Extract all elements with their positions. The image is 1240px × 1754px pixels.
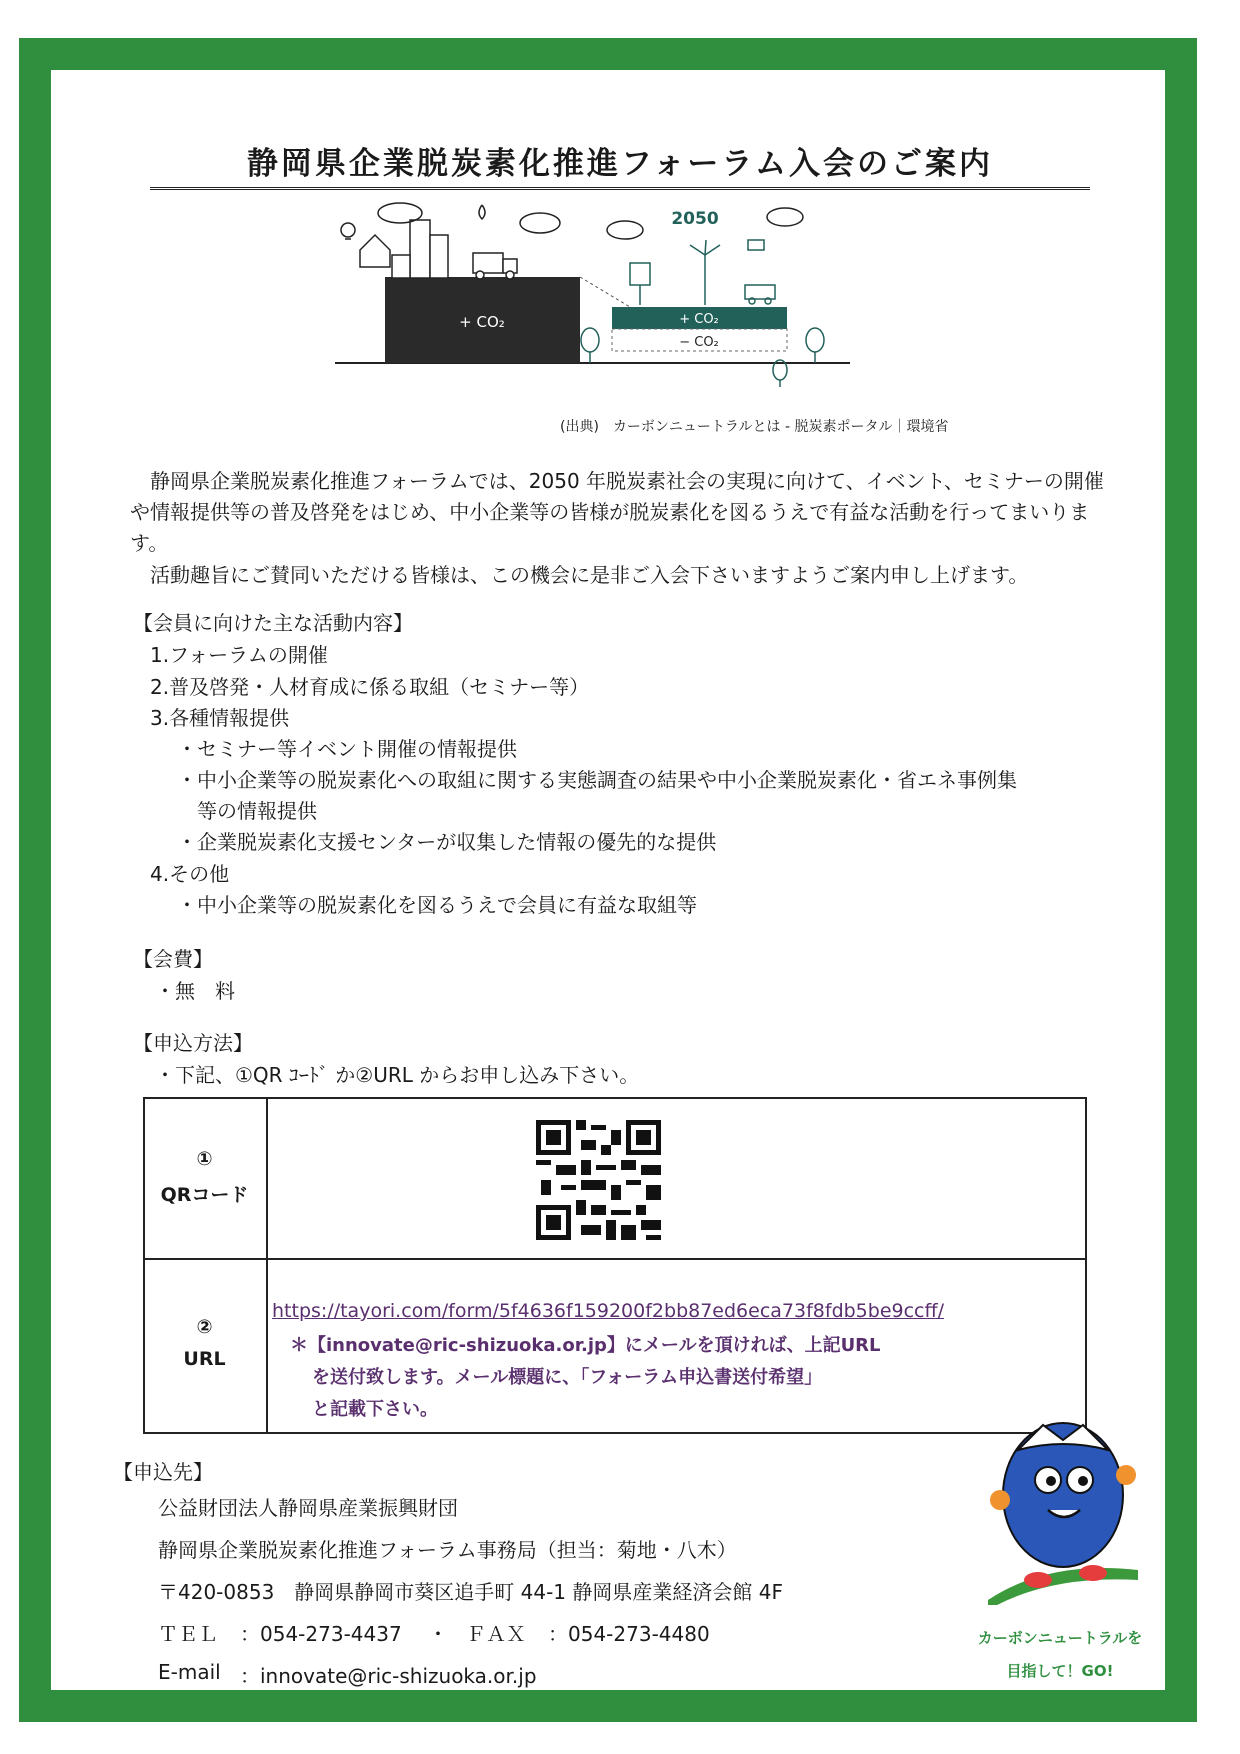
contact-heading: 【申込先】 — [113, 1460, 213, 1484]
contact-separator: ・ — [428, 1622, 448, 1646]
apply-instruction: ・下記、①QR ｺｰﾄﾞ か②URL からお申し込み下さい。 — [155, 1063, 640, 1087]
cloud-icon — [767, 208, 803, 226]
activity-item-3: 3.各種情報提供 — [150, 706, 290, 730]
connector-line — [580, 277, 630, 307]
cloud-icon — [378, 203, 422, 223]
activity-subitem: ・中小企業等の脱炭素化を図るうえで会員に有益な取組等 — [177, 893, 697, 917]
contact-fax: ：054-273-4480 — [548, 1622, 710, 1646]
co2-diagram — [330, 195, 930, 415]
qr-code[interactable] — [536, 1120, 661, 1240]
activity-subitem: ・企業脱炭素化支援センターが収集した情報の優先的な提供 — [177, 830, 717, 854]
qr-code-image — [536, 1120, 661, 1240]
qr-row-number: ① — [196, 1148, 213, 1170]
contact-fax-label: ＦＡＸ — [466, 1622, 526, 1646]
solar-panel-icon — [630, 263, 650, 305]
url-row-number: ② — [196, 1316, 213, 1338]
plus-co2-left-label: + CO₂ — [459, 313, 505, 331]
activity-item-1: 1.フォーラムの開催 — [150, 643, 328, 667]
electric-car-icon — [745, 240, 775, 304]
flame-icon — [479, 205, 485, 219]
mascot-slogan-line-1: カーボンニュートラルを — [977, 1629, 1143, 1647]
activity-subitem: ・中小企業等の脱炭素化への取組に関する実態調査の結果や中小企業脱炭素化・省エネ事例集 — [177, 768, 1017, 792]
year-label: 2050 — [671, 209, 719, 229]
mascot-illustration — [978, 1395, 1148, 1605]
buildings-icon — [392, 220, 448, 278]
table-col-divider — [266, 1097, 268, 1434]
activity-item-2: 2.普及啓発・人材育成に係る取組（セミナー等） — [150, 675, 590, 699]
email-note-line-2: を送付致します。メール標題に、「フォーラム申込書送付希望」 — [312, 1367, 823, 1388]
activity-item-4: 4.その他 — [150, 862, 230, 886]
activities-heading: 【会員に向けた主な活動内容】 — [133, 611, 413, 635]
house-icon — [360, 235, 390, 267]
truck-icon — [473, 253, 517, 279]
contact-org: 公益財団法人静岡県産業振興財団 — [158, 1496, 458, 1520]
intro-paragraph-1: 静岡県企業脱炭素化推進フォーラムでは、2050 年脱炭素社会の実現に向けて、イベント、セミナーの開催や情報提供等の普及啓発をはじめ、中小企業等の皆様が脱炭素化を図るうえで有益な活動を行ってまいります。 — [130, 469, 1104, 555]
fee-value: ・無 料 — [155, 979, 235, 1003]
wind-turbine-icon — [690, 240, 720, 305]
lightbulb-icon — [341, 223, 355, 239]
email-note-line-3: と記載下さい。 — [312, 1399, 438, 1420]
contact-tel: ：054-273-4437 — [240, 1622, 402, 1646]
contact-office: 静岡県企業脱炭素化推進フォーラム事務局（担当：菊地・八木） — [158, 1538, 737, 1562]
co2-illustration — [330, 195, 930, 415]
fee-heading: 【会費】 — [133, 947, 213, 971]
page-title: 静岡県企業脱炭素化推進フォーラム入会のご案内 — [150, 138, 1090, 190]
application-url-link[interactable]: https://tayori.com/form/5f4636f159200f2bb87ed6eca73f8fdb5be9ccff/ — [272, 1300, 944, 1322]
email-note-line-1: ＊【innovate@ric-shizuoka.or.jp】にメールを頂ければ、上記URL — [290, 1335, 881, 1356]
apply-heading: 【申込方法】 — [133, 1031, 253, 1055]
qr-row-label: QRコード — [160, 1184, 249, 1206]
cloud-icon — [607, 221, 643, 239]
activity-subitem: ・セミナー等イベント開催の情報提供 — [177, 737, 517, 761]
plus-co2-right-label: + CO₂ — [679, 312, 719, 327]
source-note: (出典) カーボンニュートラルとは - 脱炭素ポータル｜環境省 — [560, 419, 949, 435]
activity-subitem-cont: 等の情報提供 — [197, 799, 317, 823]
cloud-icon — [520, 213, 560, 233]
table-row-divider — [143, 1258, 1087, 1260]
contact-tel-label: ＴＥＬ — [158, 1622, 218, 1646]
url-row-label: URL — [183, 1348, 226, 1370]
mascot-slogan-line-2: 目指して！GO! — [1006, 1662, 1114, 1680]
intro-paragraph-2: 活動趣旨にご賛同いただける皆様は、この機会に是非ご入会下さいますようご案内申し上げます。 — [150, 563, 1029, 587]
contact-email-label: E-mail — [158, 1660, 221, 1684]
contact-email[interactable]: ：innovate@ric-shizuoka.or.jp — [240, 1664, 537, 1688]
minus-co2-label: − CO₂ — [679, 335, 719, 350]
contact-address: 〒420-0853 静岡県静岡市葵区追手町 44-1 静岡県産業経済会館 4F — [158, 1580, 783, 1604]
mascot — [978, 1395, 1148, 1605]
